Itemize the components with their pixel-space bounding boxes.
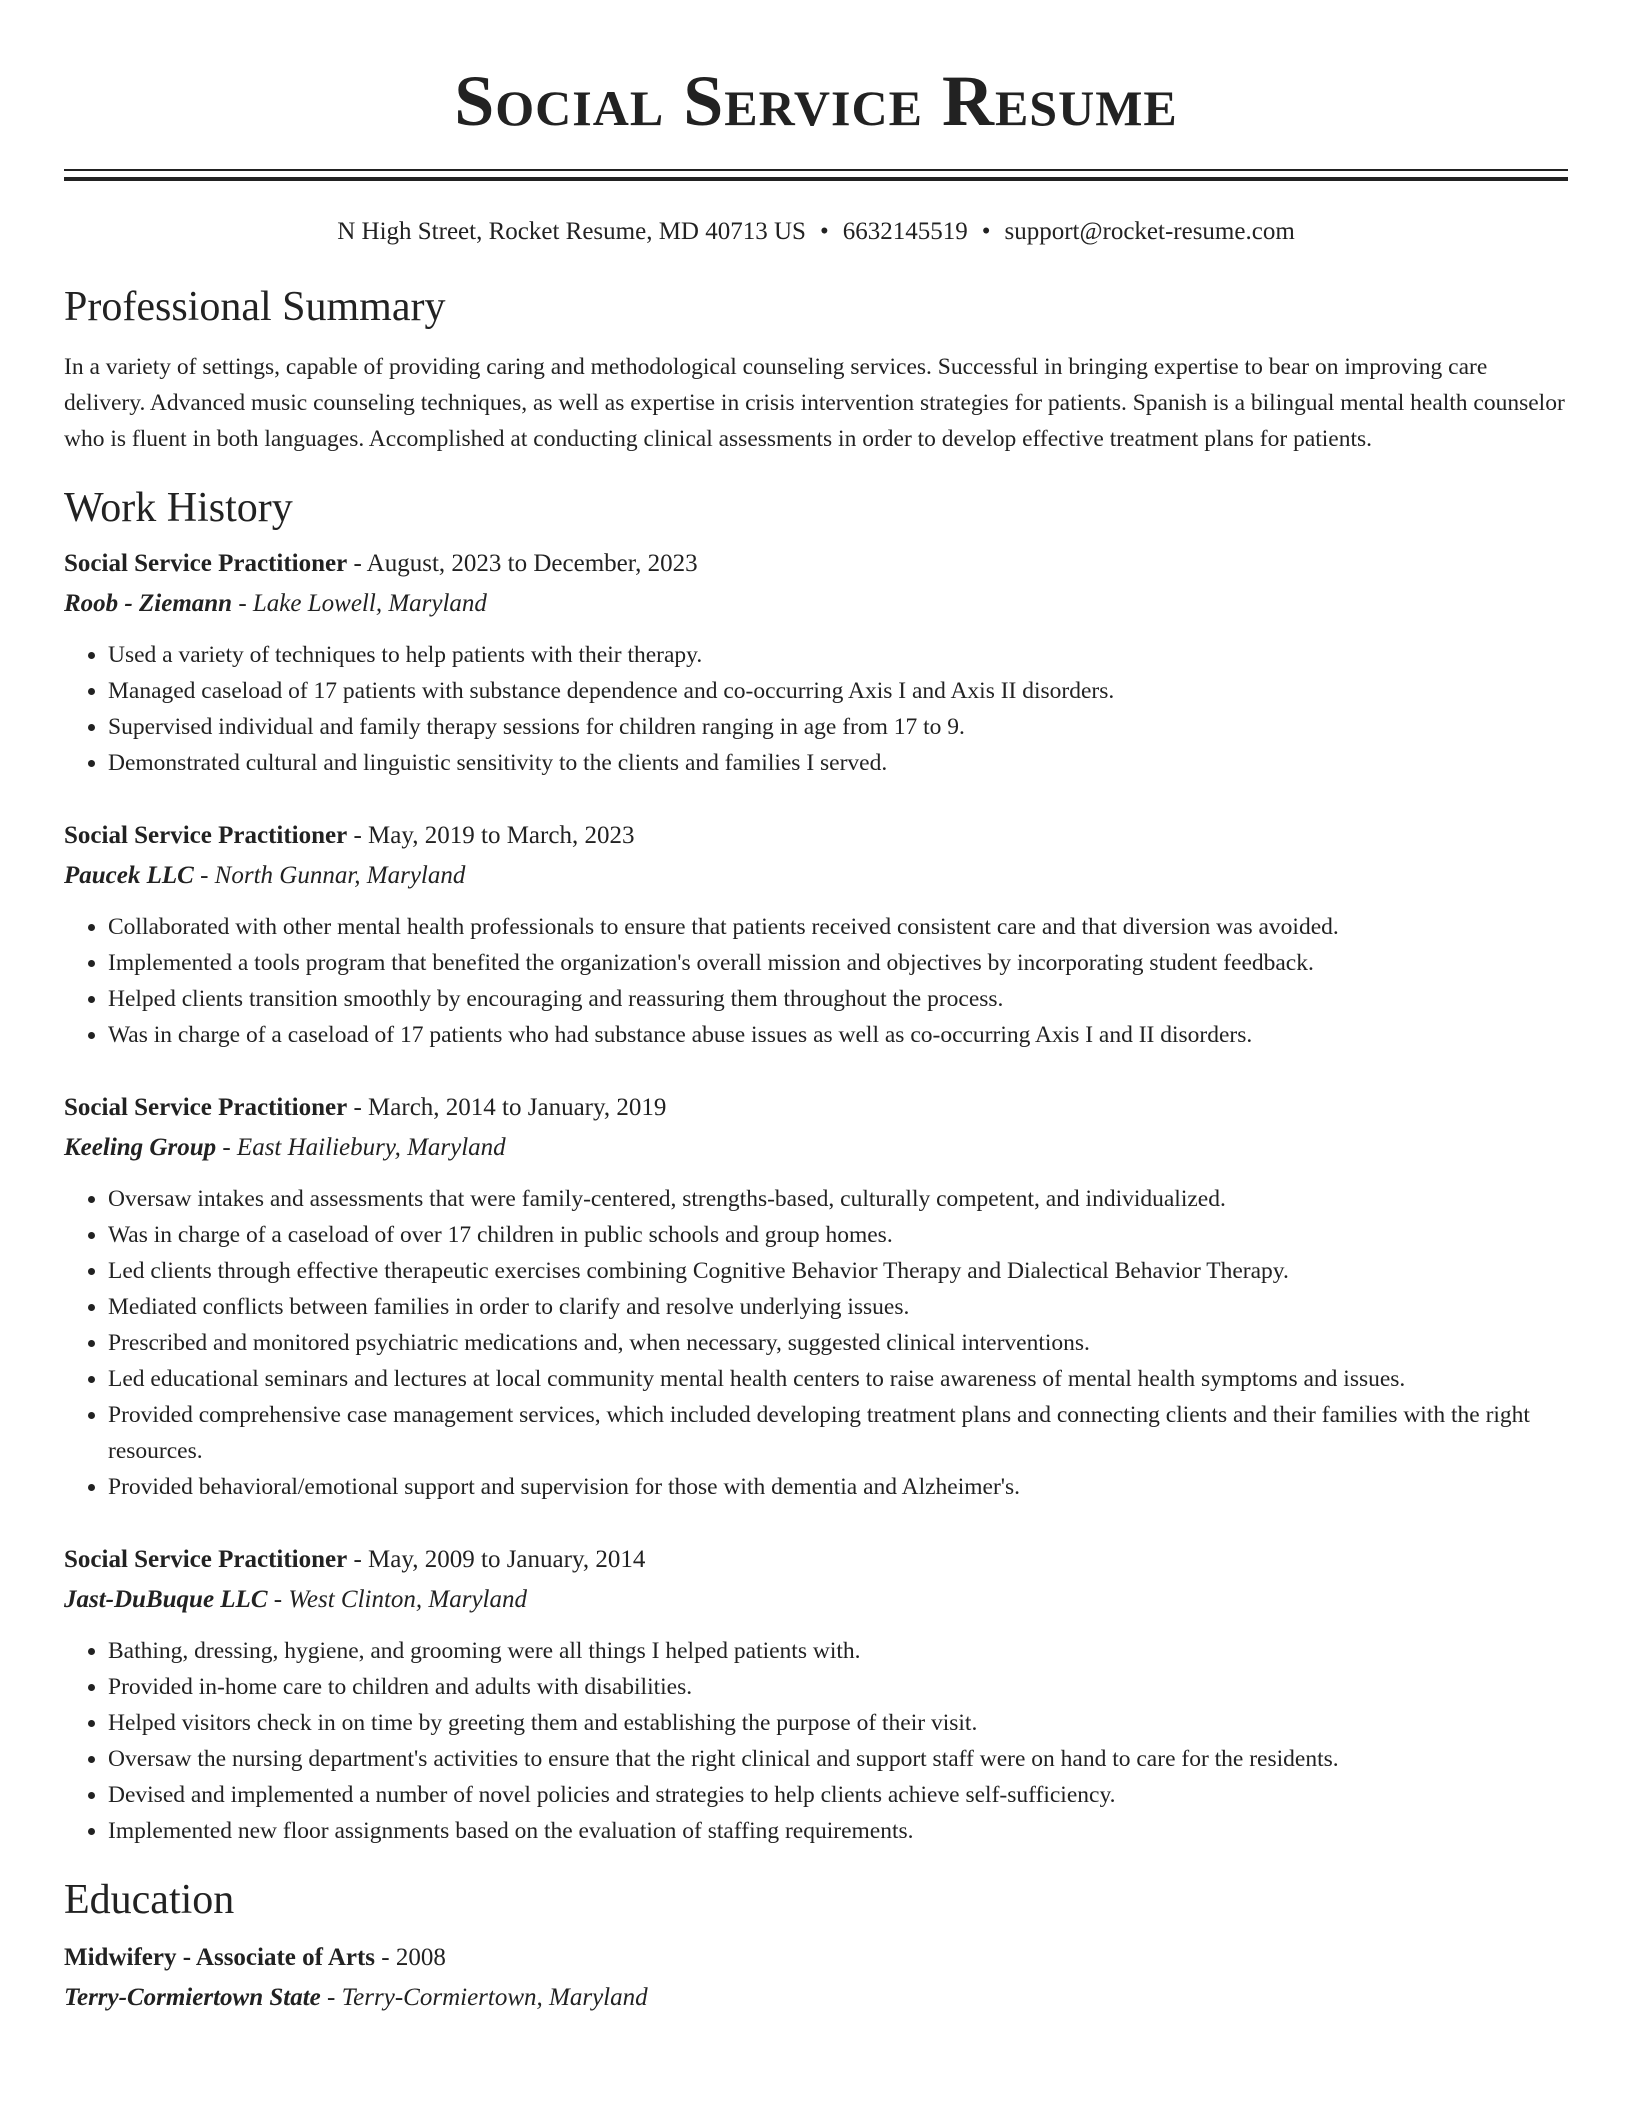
job-bullet: • Collaborated with other mental health professionals to ensure that patients received consistent care and that diversion was avoided. bbox=[108, 909, 1568, 945]
job-entry bbox=[64, 1545, 1568, 1849]
contact-email: support@rocket-resume.com bbox=[1004, 218, 1295, 245]
job-bullet: • Bathing, dressing, hygiene, and grooming were all things I helped patients with. bbox=[108, 1633, 1568, 1669]
job-company-line bbox=[64, 1133, 1568, 1163]
job-dates: - August, 2023 to December, 2023 bbox=[347, 550, 698, 577]
job-bullet: • Implemented a tools program that benefited the organization's overall mission and objectives by incorporating student feedback. bbox=[108, 945, 1568, 981]
job-bullet: • Used a variety of techniques to help patients with their therapy. bbox=[108, 637, 1568, 673]
job-company: Jast-DuBuque LLC bbox=[64, 1586, 268, 1613]
job-bullet: • Implemented new floor assignments based on the evaluation of staffing requirements. bbox=[108, 1813, 1568, 1849]
job-bullet: • Supervised individual and family therapy sessions for children ranging in age from 17 to 9. bbox=[108, 709, 1568, 745]
job-bullet: • Helped clients transition smoothly by encouraging and reassuring them throughout the process. bbox=[108, 981, 1568, 1017]
job-bullet: • Demonstrated cultural and linguistic sensitivity to the clients and families I served. bbox=[108, 745, 1568, 781]
job-bullet: • Led educational seminars and lectures at local community mental health centers to raise awareness of mental health symptoms and issues. bbox=[108, 1361, 1568, 1397]
job-entry bbox=[64, 549, 1568, 781]
header-divider-thin bbox=[64, 169, 1568, 171]
job-bullet: • Helped visitors check in on time by greeting them and establishing the purpose of their visit. bbox=[108, 1705, 1568, 1741]
education-school: Terry-Cormiertown State bbox=[64, 1984, 321, 2011]
summary-heading: Professional Summary bbox=[64, 284, 446, 330]
job-title-line bbox=[64, 549, 1568, 579]
job-bullet: • Prescribed and monitored psychiatric medications and, when necessary, suggested clinical interventions. bbox=[108, 1325, 1568, 1361]
job-role: Social Service Practitioner bbox=[64, 1546, 348, 1573]
job-company-line bbox=[64, 589, 1568, 619]
job-bullet: • Managed caseload of 17 patients with substance dependence and co-occurring Axis I and Axis II disorders. bbox=[108, 673, 1568, 709]
job-bullet: • Provided in-home care to children and adults with disabilities. bbox=[108, 1669, 1568, 1705]
job-bullet-list bbox=[64, 1633, 1568, 1849]
job-bullet: • Led clients through effective therapeutic exercises combining Cognitive Behavior Therapy and Dialectical Behavior Therapy. bbox=[108, 1253, 1568, 1289]
job-dates: - March, 2014 to January, 2019 bbox=[347, 1094, 667, 1121]
job-dates: - May, 2009 to January, 2014 bbox=[347, 1546, 646, 1573]
education-year: - 2008 bbox=[375, 1944, 446, 1971]
job-bullet-list bbox=[64, 1181, 1568, 1505]
job-location: - North Gunnar, Maryland bbox=[193, 862, 466, 889]
job-role: Social Service Practitioner bbox=[64, 822, 348, 849]
work-history-list bbox=[64, 549, 1568, 1849]
job-location: - East Hailiebury, Maryland bbox=[216, 1134, 506, 1161]
job-bullet: • Provided comprehensive case management services, which included developing treatment plans and connecting clients and their families with the right resources. bbox=[108, 1397, 1568, 1469]
job-company: Keeling Group bbox=[64, 1134, 217, 1161]
job-bullet-list bbox=[64, 637, 1568, 781]
job-bullet: • Was in charge of a caseload of 17 patients who had substance abuse issues as well as co-occurring Axis I and II disorders. bbox=[108, 1017, 1568, 1053]
summary-text: In a variety of settings, capable of providing caring and methodological counseling services. Successful in bringing expertise to bear on improving care delivery. Advanced music counseling techniques, as well as expertise in crisis intervention strategies for patients. Spanish is a bilingual mental health counselor who is fluent in both languages. Accomplished at conducting clinical assessments in order to develop effective treatment plans for patients. bbox=[64, 354, 1565, 452]
job-dates: - May, 2019 to March, 2023 bbox=[347, 822, 635, 849]
job-bullet: • Devised and implemented a number of novel policies and strategies to help clients achieve self-sufficiency. bbox=[108, 1777, 1568, 1813]
job-company-line bbox=[64, 1585, 1568, 1615]
education-location: - Terry-Cormiertown, Maryland bbox=[320, 1984, 648, 2011]
contact-line bbox=[64, 217, 1568, 247]
education-heading: Education bbox=[64, 1877, 235, 1923]
contact-separator: • bbox=[981, 218, 991, 245]
contact-separator: • bbox=[819, 218, 829, 245]
job-company: Roob - Ziemann bbox=[64, 590, 233, 617]
job-location: - West Clinton, Maryland bbox=[267, 1586, 528, 1613]
job-title-line bbox=[64, 1093, 1568, 1123]
job-role: Social Service Practitioner bbox=[64, 550, 348, 577]
job-entry bbox=[64, 1093, 1568, 1505]
job-bullet: • Provided behavioral/emotional support and supervision for those with dementia and Alzheimer's. bbox=[108, 1469, 1568, 1505]
job-company-line bbox=[64, 861, 1568, 891]
resume-title: Social Service Resume bbox=[454, 61, 1178, 141]
job-entry bbox=[64, 821, 1568, 1053]
job-bullet-list bbox=[64, 909, 1568, 1053]
contact-phone: 6632145519 bbox=[842, 218, 968, 245]
job-company: Paucek LLC bbox=[64, 862, 194, 889]
work-history-heading: Work History bbox=[64, 485, 293, 531]
job-bullet: • Mediated conflicts between families in order to clarify and resolve underlying issues. bbox=[108, 1289, 1568, 1325]
header-divider-thick bbox=[64, 177, 1568, 181]
job-bullet: • Was in charge of a caseload of over 17 children in public schools and group homes. bbox=[108, 1217, 1568, 1253]
job-bullet: • Oversaw the nursing department's activities to ensure that the right clinical and support staff were on hand to care for the residents. bbox=[108, 1741, 1568, 1777]
job-title-line bbox=[64, 821, 1568, 851]
job-title-line bbox=[64, 1545, 1568, 1575]
education-school-line bbox=[64, 1983, 1568, 2013]
job-role: Social Service Practitioner bbox=[64, 1094, 348, 1121]
job-bullet: • Oversaw intakes and assessments that were family-centered, strengths-based, culturally competent, and individualized. bbox=[108, 1181, 1568, 1217]
education-degree: Midwifery - Associate of Arts bbox=[64, 1944, 376, 1971]
job-location: - Lake Lowell, Maryland bbox=[232, 590, 487, 617]
contact-address: N High Street, Rocket Resume, MD 40713 US bbox=[337, 218, 806, 245]
education-degree-line bbox=[64, 1943, 1568, 1973]
